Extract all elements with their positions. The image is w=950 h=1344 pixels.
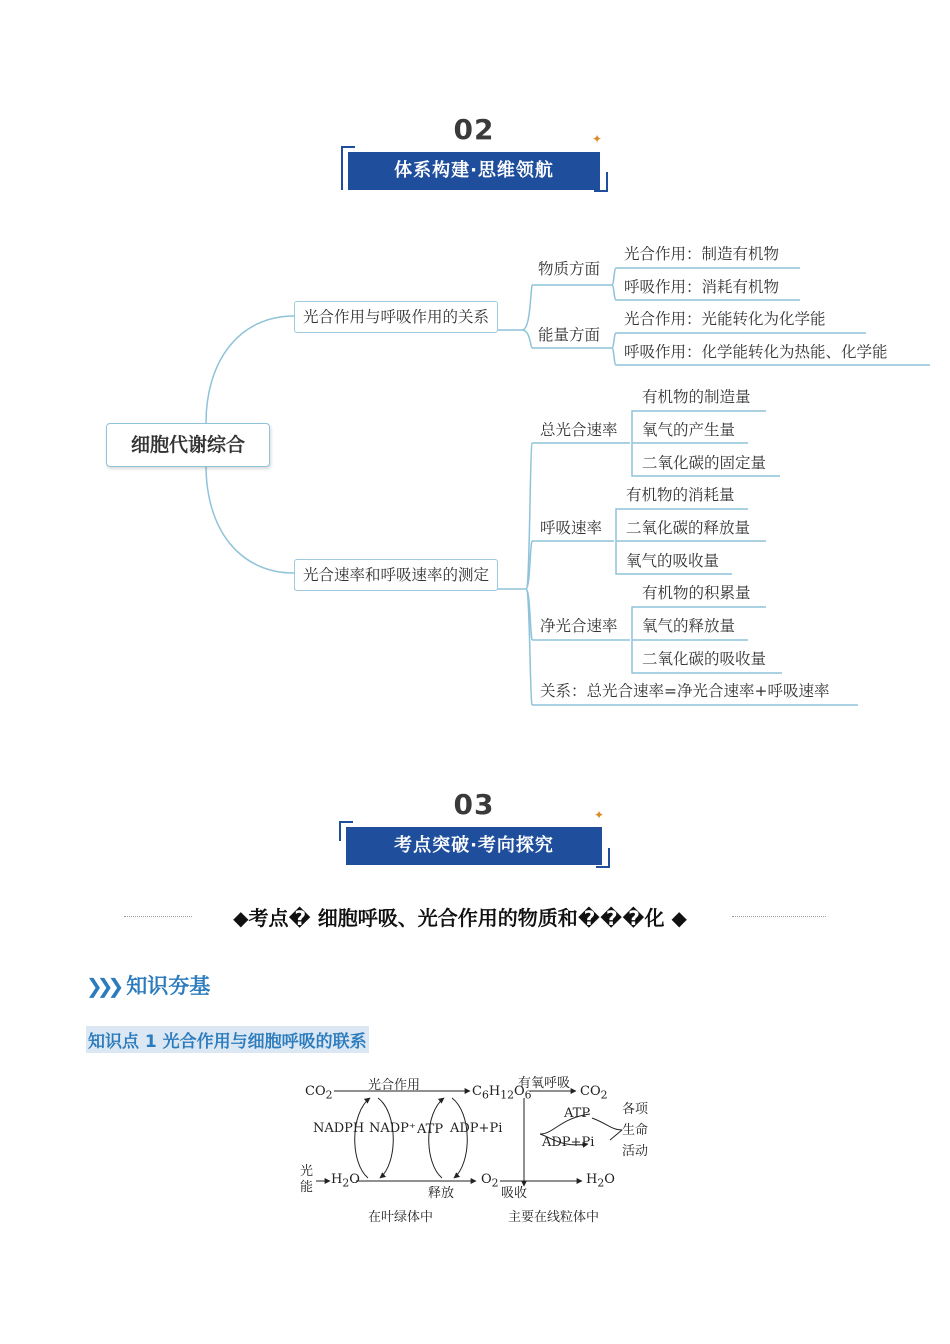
net-item-3: 二氧化碳的吸收量	[642, 650, 767, 668]
heading-rule-right	[732, 916, 826, 917]
co2-left-text: CO	[305, 1084, 326, 1099]
adp-left: ADP+Pi	[450, 1121, 503, 1136]
gross-item-3: 二氧化碳的固定量	[642, 454, 767, 472]
knowledge-title: 知识夯基	[126, 974, 211, 998]
glucose: $C_6H_{12}O_6$	[472, 1084, 532, 1102]
release-label: 释放	[428, 1186, 455, 1201]
material-label: 物质方面	[538, 260, 601, 278]
energy-label: 能量方面	[538, 326, 601, 344]
relation-note: 关系：总光合速率=净光合速率+呼吸速率	[540, 682, 830, 700]
frame-corner-tl	[339, 821, 353, 823]
h2o-right-text: H	[586, 1172, 598, 1187]
adp-right: ADP+Pi	[542, 1135, 595, 1150]
h2o-right: $H_2O$	[586, 1172, 615, 1190]
co2-right-text: CO	[580, 1084, 601, 1099]
glucose-text: C	[472, 1084, 482, 1099]
activity-2: 生命	[622, 1123, 649, 1138]
resp-item-1: 有机物的消耗量	[626, 486, 735, 504]
o2-text: O	[481, 1172, 492, 1187]
energy-item-1: 光合作用：光能转化为化学能	[624, 310, 826, 328]
knowledge-point-title: 知识点 1 光合作用与细胞呼吸的联系	[86, 1026, 369, 1053]
mitochondria-caption: 主要在线粒体中	[508, 1210, 600, 1225]
atp-right: ATP	[564, 1106, 591, 1121]
light-2: 能	[300, 1180, 314, 1195]
net-item-1: 有机物的积累量	[642, 584, 751, 602]
topic-heading: ◆考点� 细胞呼吸、光合作用的物质和���化 ◆	[233, 906, 687, 930]
light-1: 光	[300, 1164, 314, 1179]
branch-relation: 光合作用与呼吸作用的关系	[294, 301, 498, 333]
resp-label: 呼吸速率	[540, 519, 603, 537]
chloroplast-caption: 在叶绿体中	[368, 1210, 434, 1225]
resp-item-2: 二氧化碳的释放量	[626, 519, 751, 537]
energy-item-2: 呼吸作用：化学能转化为热能、化学能	[624, 343, 888, 361]
sparkle-icon: ✦	[592, 132, 603, 146]
atp-left: ATP	[417, 1122, 444, 1137]
gross-item-2: 氧气的产生量	[642, 421, 736, 439]
nadph: NADPH	[313, 1121, 365, 1136]
net-label: 净光合速率	[540, 617, 618, 635]
knowledge-heading	[86, 970, 210, 1000]
activity-3: 活动	[622, 1144, 649, 1159]
co2-right: $CO_2$	[580, 1084, 608, 1102]
material-item-1: 光合作用：制造有机物	[624, 245, 780, 263]
resp-item-3: 氧气的吸收量	[626, 552, 720, 570]
o2: $O_2$	[481, 1172, 499, 1190]
absorb-label: 吸收	[501, 1186, 528, 1201]
chevrons-icon: ❯❯❯	[86, 974, 119, 998]
gross-item-1: 有机物的制造量	[642, 388, 751, 406]
frame-corner-br	[608, 848, 610, 868]
heading-rule-left	[124, 916, 192, 917]
section-number: 02	[453, 113, 495, 146]
nadp: NADP⁺	[369, 1121, 416, 1136]
activity-1: 各项	[622, 1102, 649, 1117]
sparkle-icon: ✦	[594, 808, 605, 822]
h2o-left-text: H	[331, 1172, 343, 1187]
net-item-2: 氧气的释放量	[642, 617, 736, 635]
aerobic-label: 有氧呼吸	[518, 1076, 571, 1091]
section-title: 考点突破·考向探究	[346, 827, 602, 865]
gross-label: 总光合速率	[540, 421, 618, 439]
branch-measure: 光合速率和呼吸速率的测定	[294, 559, 498, 591]
co2-left: $CO_2$	[305, 1084, 333, 1102]
frame-left	[339, 821, 341, 841]
h2o-left: $H_2O$	[331, 1172, 360, 1190]
section-title: 体系构建·思维领航	[348, 152, 600, 190]
frame-corner-br2	[596, 866, 610, 868]
mindmap-root: 细胞代谢综合	[106, 423, 270, 467]
material-item-2: 呼吸作用：消耗有机物	[624, 278, 780, 296]
section-number: 03	[453, 788, 495, 821]
photosynthesis-label: 光合作用	[368, 1078, 421, 1093]
